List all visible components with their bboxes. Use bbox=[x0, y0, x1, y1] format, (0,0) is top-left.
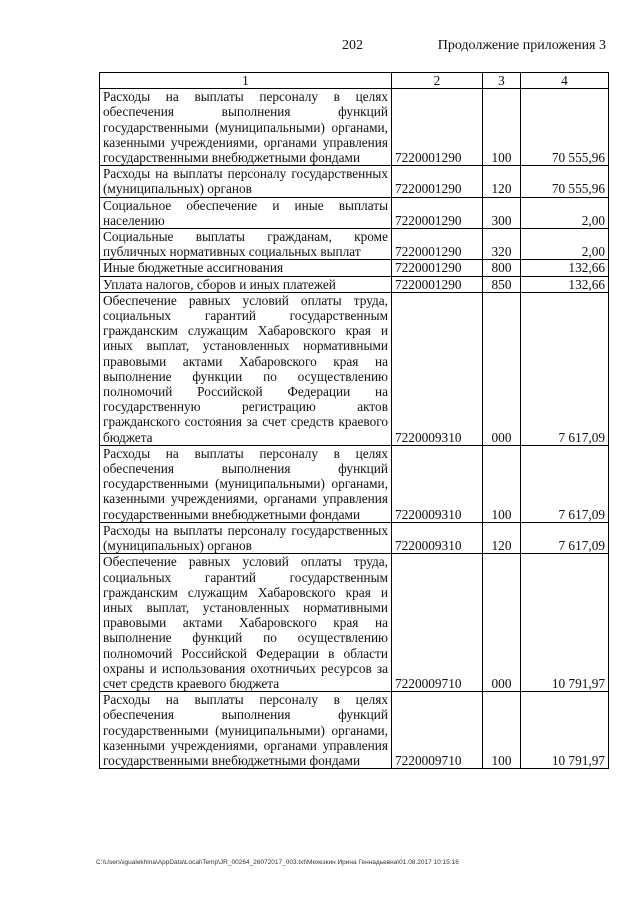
table-row bbox=[100, 89, 609, 166]
amount: 2,00 bbox=[521, 197, 609, 228]
column-header: 1 bbox=[100, 73, 392, 89]
continuation-label: Продолжение приложения 3 bbox=[437, 38, 606, 53]
expense-type-code: 120 bbox=[483, 522, 521, 553]
amount: 10 791,97 bbox=[521, 554, 609, 692]
expense-name: Иные бюджетные ассигнования bbox=[100, 260, 392, 276]
expense-type-code: 100 bbox=[483, 692, 521, 769]
expense-type-code: 120 bbox=[483, 166, 521, 197]
column-number-row bbox=[100, 73, 609, 89]
amount: 7 617,09 bbox=[521, 292, 609, 445]
expense-name: Расходы на выплаты персоналу в целях обеспечения выполнения функций государственными (муниципальными) органами, казенными учреждениями, органами управления государственными внебюджетными фондами bbox=[100, 692, 392, 769]
expense-type-code: 850 bbox=[483, 276, 521, 292]
expense-name: Расходы на выплаты персоналу государственных (муниципальных) органов bbox=[100, 522, 392, 553]
table-row bbox=[100, 260, 609, 276]
target-article-code: 7220001290 bbox=[392, 260, 483, 276]
expense-type-code: 800 bbox=[483, 260, 521, 276]
target-article-code: 7220001290 bbox=[392, 166, 483, 197]
expense-type-code: 100 bbox=[483, 445, 521, 522]
table-row bbox=[100, 445, 609, 522]
table-row bbox=[100, 292, 609, 445]
expense-name: Уплата налогов, сборов и иных платежей bbox=[100, 276, 392, 292]
page-number: 202 bbox=[342, 38, 363, 53]
target-article-code: 7220001290 bbox=[392, 229, 483, 260]
expense-type-code: 100 bbox=[483, 89, 521, 166]
expense-name: Обеспечение равных условий оплаты труда, социальных гарантий государственным гражданским служащим Хабаровского края и иных выплат, установленных нормативными правовыми актами Хабаровского края на выполнение функции по осуществлению полномочий Российской Федерации на государственную регистрацию актов гражданского состояния за счет средств краевого бюджета bbox=[100, 292, 392, 445]
file-path-footer: C:\Users\igualekhina\AppData\Local\Temp\JR_00264_26072017_003.txt\Мехезкин Ирина Геннадьевна\01.08.2017 10:15:16 bbox=[96, 859, 459, 866]
target-article-code: 7220009710 bbox=[392, 554, 483, 692]
expense-name: Расходы на выплаты персоналу в целях обеспечения выполнения функций государственными (муниципальными) органами, казенными учреждениями, органами управления государственными внебюджетными фондами bbox=[100, 445, 392, 522]
budget-table bbox=[99, 72, 609, 769]
column-header: 3 bbox=[483, 73, 521, 89]
target-article-code: 7220001290 bbox=[392, 89, 483, 166]
table-row bbox=[100, 166, 609, 197]
expense-type-code: 000 bbox=[483, 292, 521, 445]
amount: 70 555,96 bbox=[521, 166, 609, 197]
expense-name: Социальные выплаты гражданам, кроме публичных нормативных социальных выплат bbox=[100, 229, 392, 260]
table-row bbox=[100, 229, 609, 260]
target-article-code: 7220001290 bbox=[392, 197, 483, 228]
amount: 2,00 bbox=[521, 229, 609, 260]
table-row bbox=[100, 197, 609, 228]
expense-name: Социальное обеспечение и иные выплаты населению bbox=[100, 197, 392, 228]
amount: 7 617,09 bbox=[521, 522, 609, 553]
expense-name: Расходы на выплаты персоналу в целях обеспечения выполнения функций государственными (муниципальными) органами, казенными учреждениями, органами управления государственными внебюджетными фондами bbox=[100, 89, 392, 166]
amount: 10 791,97 bbox=[521, 692, 609, 769]
table-row bbox=[100, 554, 609, 692]
expense-name: Расходы на выплаты персоналу государственных (муниципальных) органов bbox=[100, 166, 392, 197]
amount: 132,66 bbox=[521, 260, 609, 276]
column-header: 2 bbox=[392, 73, 483, 89]
table-row bbox=[100, 276, 609, 292]
target-article-code: 7220009310 bbox=[392, 292, 483, 445]
table-row bbox=[100, 522, 609, 553]
expense-type-code: 300 bbox=[483, 197, 521, 228]
amount: 7 617,09 bbox=[521, 445, 609, 522]
target-article-code: 7220009710 bbox=[392, 692, 483, 769]
target-article-code: 7220009310 bbox=[392, 445, 483, 522]
table-row bbox=[100, 692, 609, 769]
amount: 132,66 bbox=[521, 276, 609, 292]
expense-name: Обеспечение равных условий оплаты труда, социальных гарантий государственным гражданским служащим Хабаровского края и иных выплат, установленных нормативными правовыми актами Хабаровского края на выполнение функций по осуществлению полномочий Российской Федерации в области охраны и использования охотничьих ресурсов за счет средств краевого бюджета bbox=[100, 554, 392, 692]
target-article-code: 7220001290 bbox=[392, 276, 483, 292]
target-article-code: 7220009310 bbox=[392, 522, 483, 553]
expense-type-code: 320 bbox=[483, 229, 521, 260]
amount: 70 555,96 bbox=[521, 89, 609, 166]
column-header: 4 bbox=[521, 73, 609, 89]
expense-type-code: 000 bbox=[483, 554, 521, 692]
